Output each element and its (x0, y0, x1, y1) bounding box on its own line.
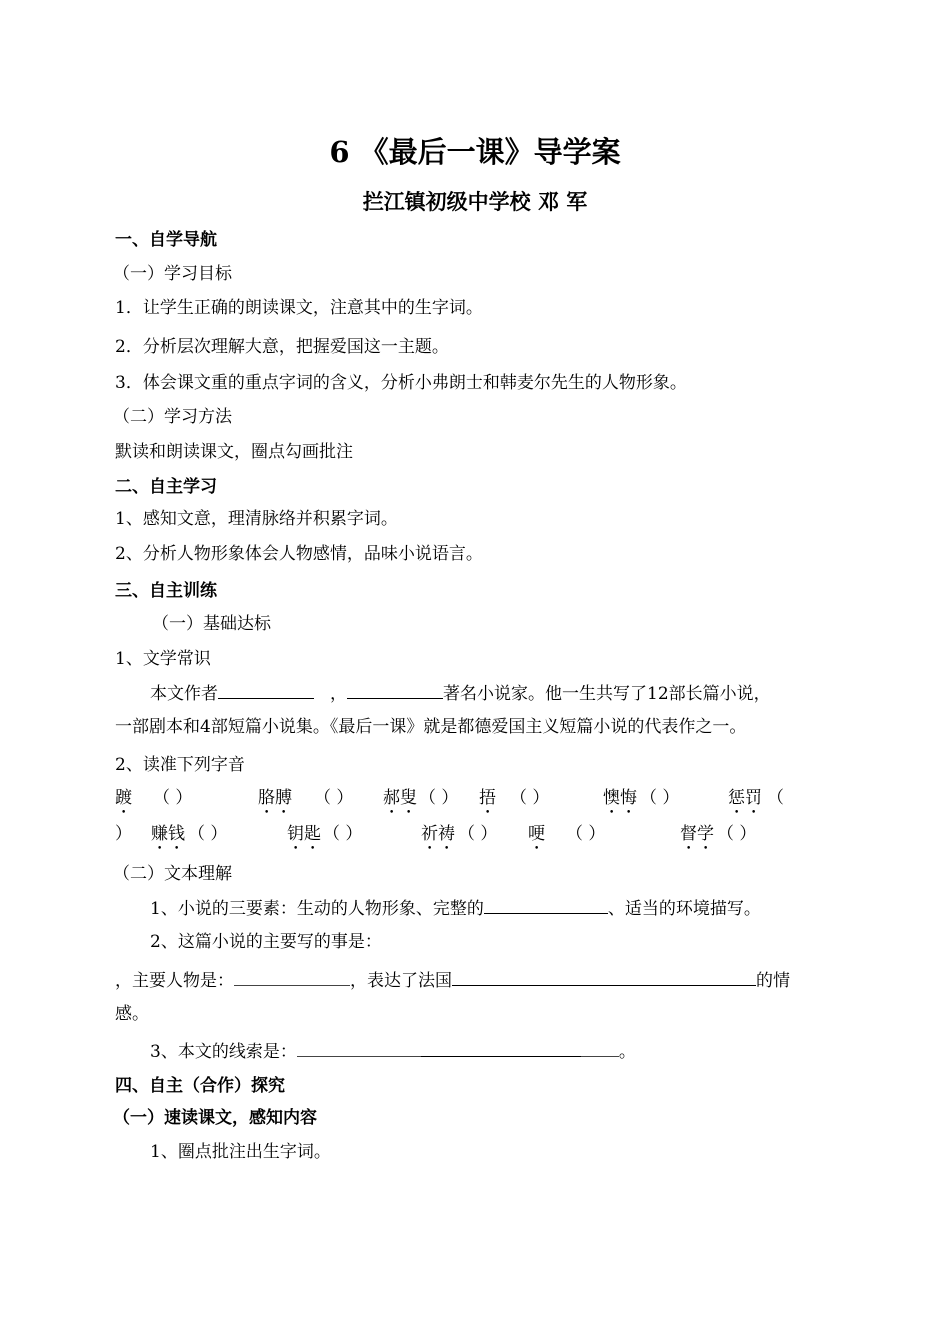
subsection-heading: （一）基础达标 (152, 614, 271, 634)
goal-item: 2．分析层次理解大意，把握爱国这一主题。 (115, 337, 449, 357)
question-line (150, 681, 771, 705)
pinyin-item (680, 823, 714, 854)
question-text: ，表达了法国 (350, 971, 452, 991)
pinyin-word: 赚钱 (151, 824, 185, 844)
answer-blank[interactable] (421, 1039, 581, 1057)
subsection-heading: （二）文本理解 (113, 864, 232, 884)
pinyin-item (603, 787, 637, 818)
question-text: 本文作者 (150, 684, 218, 704)
pinyin-paren[interactable]: （ ） (566, 824, 606, 844)
question-line: 2、这篇小说的主要写的事是： (150, 932, 382, 952)
pinyin-word: 郝叟 (383, 788, 417, 808)
question-text: 1、小说的三要素：生动的人物形象、完整的 (150, 899, 484, 919)
answer-blank[interactable] (484, 896, 608, 914)
pinyin-paren[interactable]: （ ） (640, 788, 680, 808)
question-text: ， (330, 684, 347, 704)
question-text: 著名小说家。他一生共写了12部长篇小说， (443, 684, 771, 704)
pinyin-paren[interactable]: （ ） (717, 824, 757, 844)
question-title: 1、文学常识 (115, 649, 211, 669)
answer-blank[interactable] (234, 968, 350, 986)
pinyin-paren[interactable]: （ ） (510, 788, 550, 808)
section-heading: 三、自主训练 (115, 581, 217, 601)
question-text: 。 (618, 1042, 636, 1062)
author-line: 拦江镇初级中学校 邓 军 (362, 189, 588, 214)
pinyin-item (528, 823, 545, 854)
pinyin-item (151, 823, 185, 854)
question-line: 一部剧本和4部短篇小说集。《最后一课》就是都德爱国主义短篇小说的代表作之一。 (115, 717, 747, 737)
answer-blank[interactable] (297, 1039, 421, 1057)
pinyin-paren[interactable]: （ ） (419, 788, 459, 808)
subsection-heading: （一）速读课文，感知内容 (113, 1108, 317, 1128)
pinyin-word: 惩罚 (728, 788, 762, 808)
pinyin-item (728, 787, 762, 818)
question-line (150, 896, 761, 920)
pinyin-word: 捂 (479, 788, 496, 808)
question-line (150, 1039, 636, 1063)
section-heading: 一、自学导航 (115, 230, 217, 250)
pinyin-item (287, 823, 321, 854)
answer-blank[interactable] (452, 968, 756, 986)
pinyin-item (421, 823, 455, 854)
goal-item: 1．让学生正确的朗读课文，注意其中的生字词。 (115, 298, 483, 318)
answer-blank[interactable] (218, 681, 314, 699)
method-text: 默读和朗读课文，圈点勾画批注 (115, 442, 353, 462)
question-line (115, 968, 790, 992)
document-title: 6 《最后一课》导学案 (329, 135, 621, 169)
pinyin-word: 督学 (680, 824, 714, 844)
pinyin-word: 胳膊 (258, 788, 292, 808)
goal-item: 3．体会课文重的重点字词的含义，分析小弗朗士和韩麦尔先生的人物形象。 (115, 373, 687, 393)
question-title: 2、读准下列字音 (115, 755, 245, 775)
pinyin-paren[interactable]: （ ） (323, 824, 363, 844)
pinyin-paren[interactable]: （ ） (153, 788, 193, 808)
pinyin-paren[interactable]: （ (767, 788, 784, 808)
list-item: 1、感知文意，理清脉络并积累字词。 (115, 509, 398, 529)
subsection-heading: （二）学习方法 (113, 407, 232, 427)
pinyin-word: 哽 (528, 824, 545, 844)
pinyin-item (479, 787, 496, 818)
pinyin-paren[interactable]: （ ） (188, 824, 228, 844)
pinyin-word: 踱 (115, 788, 132, 808)
question-text: 的情 (756, 971, 790, 991)
list-item: 1、圈点批注出生字词。 (150, 1142, 331, 1162)
subsection-heading: （一）学习目标 (113, 264, 232, 284)
question-text: ，主要人物是： (115, 971, 234, 991)
pinyin-item (115, 787, 132, 818)
pinyin-item (383, 787, 417, 818)
pinyin-word: 钥匙 (287, 824, 321, 844)
pinyin-word: 祈祷 (421, 824, 455, 844)
list-item: 2、分析人物形象体会人物感情，品味小说语言。 (115, 544, 483, 564)
section-heading: 四、自主（合作）探究 (115, 1076, 285, 1096)
pinyin-item (258, 787, 292, 818)
question-text: 3、本文的线索是： (150, 1042, 297, 1062)
pinyin-paren[interactable]: （ ） (314, 788, 354, 808)
answer-blank[interactable] (581, 1039, 619, 1057)
pinyin-paren-close: ） (115, 824, 132, 844)
pinyin-word: 懊悔 (603, 788, 637, 808)
answer-blank[interactable] (347, 681, 443, 699)
pinyin-paren[interactable]: （ ） (458, 824, 498, 844)
question-text: 、适当的环境描写。 (607, 899, 761, 919)
question-line: 感。 (115, 1004, 149, 1024)
section-heading: 二、自主学习 (115, 477, 217, 497)
